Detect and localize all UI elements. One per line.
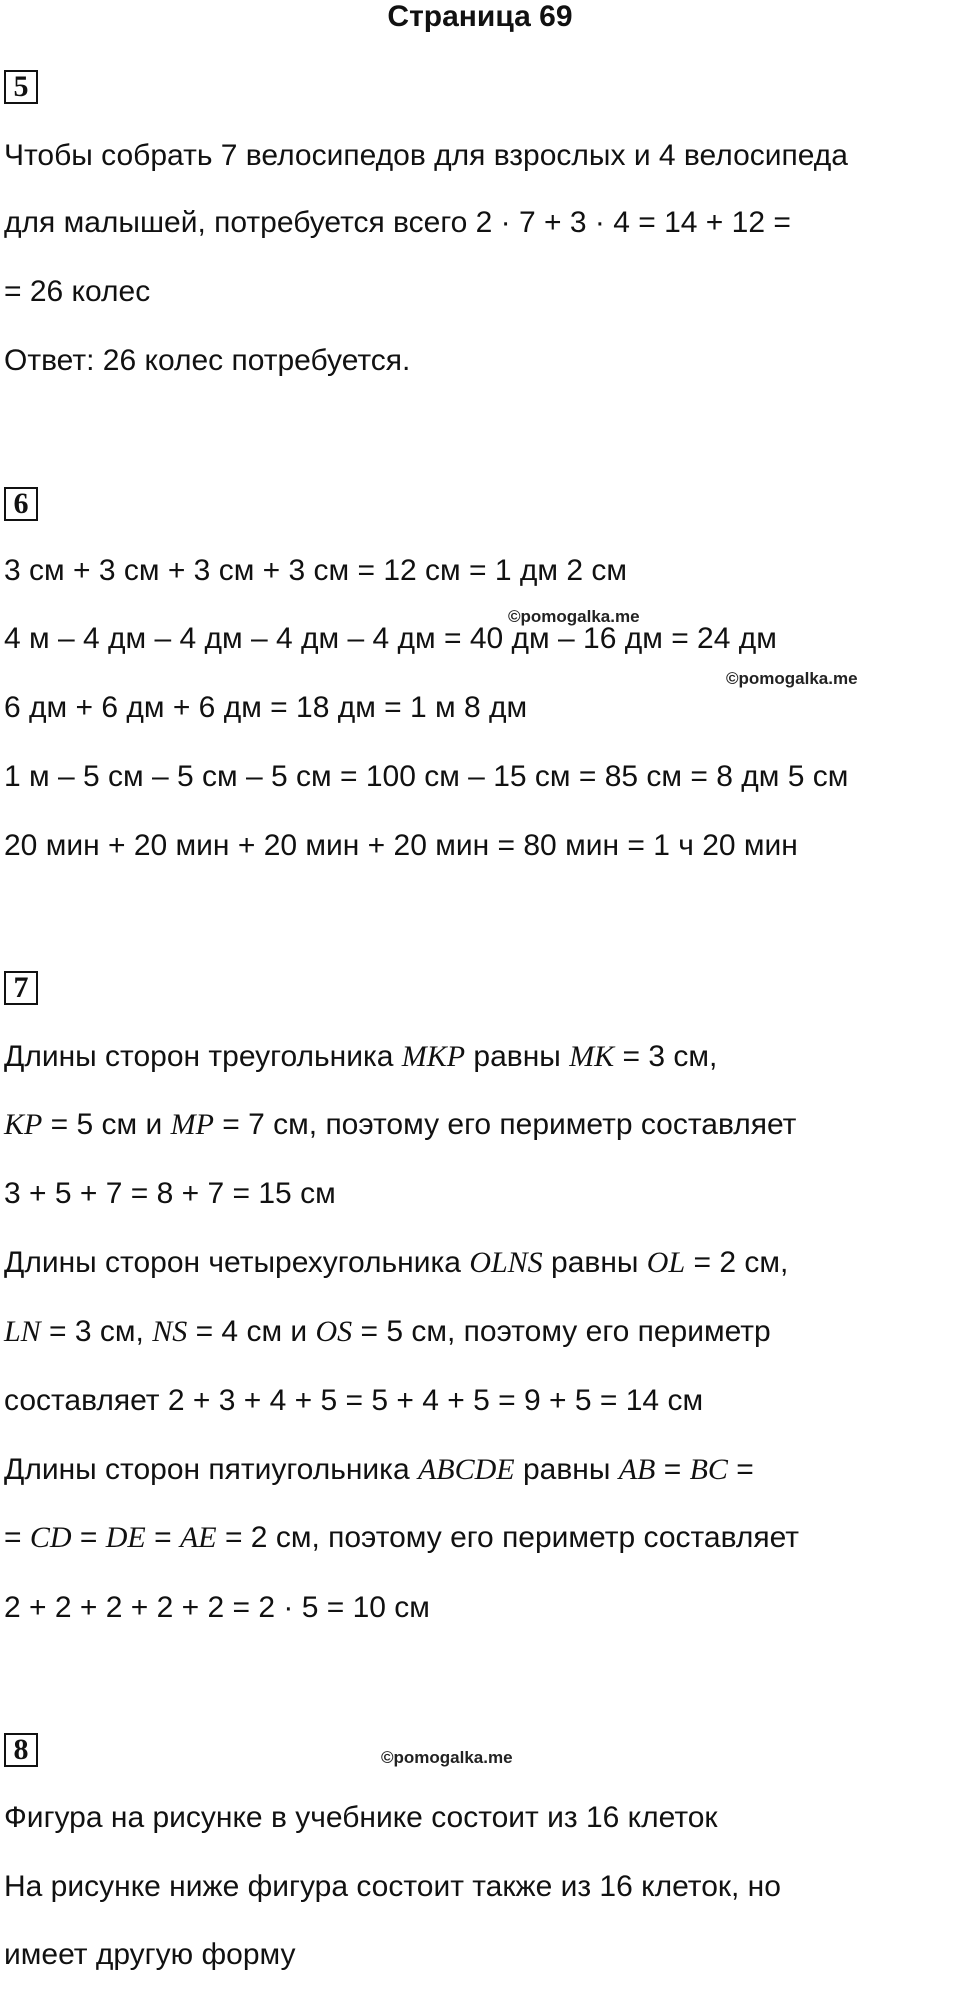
text: Длины сторон четырехугольника xyxy=(4,1246,470,1279)
task-number-5: 5 xyxy=(4,70,38,104)
math-var: MK xyxy=(569,1040,615,1073)
math-var: OS xyxy=(315,1315,353,1348)
text: = xyxy=(4,1521,30,1554)
task7-line-7 xyxy=(4,1452,754,1488)
math-var: OLNS xyxy=(469,1246,543,1279)
page-title: Страница 69 xyxy=(387,0,573,33)
task7-line-6: составляет 2 + 3 + 4 + 5 = 5 + 4 + 5 = 9 + 5 = 14 см xyxy=(4,1384,704,1417)
text: = 3 см, xyxy=(40,1315,153,1348)
task5-answer: Ответ: 26 колес потребуется. xyxy=(4,344,411,377)
watermark: ©pomogalka.me xyxy=(381,1748,513,1767)
text: = 5 см и xyxy=(42,1108,171,1141)
text: = xyxy=(71,1521,106,1554)
text: равны xyxy=(465,1040,570,1073)
math-var: NS xyxy=(152,1315,188,1348)
task7-line-2 xyxy=(4,1107,796,1143)
text: = 5 см, поэтому его периметр xyxy=(352,1315,771,1348)
task-number-7: 7 xyxy=(4,971,38,1005)
math-var: AB xyxy=(618,1453,656,1486)
task7-line-8 xyxy=(4,1520,799,1556)
text: Длины сторон пятиугольника xyxy=(4,1453,418,1486)
task5-line-3: = 26 колес xyxy=(4,275,151,308)
task6-line-1: 3 см + 3 см + 3 см + 3 см = 12 см = 1 дм 2 см xyxy=(4,554,627,587)
math-var: MKP xyxy=(401,1040,466,1073)
task6-line-4: 1 м – 5 см – 5 см – 5 см = 100 см – 15 см = 85 см = 8 дм 5 см xyxy=(4,760,849,793)
text: = 3 см, xyxy=(614,1040,718,1073)
task5-line-2: для малышей, потребуется всего 2 · 7 + 3 · 4 = 14 + 12 = xyxy=(4,206,791,239)
math-var: BC xyxy=(689,1453,728,1486)
text: равны xyxy=(514,1453,619,1486)
task8-line-1: Фигура на рисунке в учебнике состоит из 16 клеток xyxy=(4,1801,718,1834)
text: = 7 см, поэтому его периметр составляет xyxy=(213,1108,797,1141)
text: = xyxy=(145,1521,180,1554)
text: = xyxy=(655,1453,690,1486)
task5-line-1: Чтобы собрать 7 велосипедов для взрослых и 4 велосипеда xyxy=(4,139,848,172)
text: = xyxy=(727,1453,754,1486)
task6-line-3: 6 дм + 6 дм + 6 дм = 18 дм = 1 м 8 дм xyxy=(4,691,528,724)
math-var: MP xyxy=(170,1108,214,1141)
task-number-6: 6 xyxy=(4,487,38,521)
task8-line-2: На рисунке ниже фигура состоит также из 16 клеток, но xyxy=(4,1870,781,1903)
text: = 4 см и xyxy=(187,1315,316,1348)
task7-line-4 xyxy=(4,1245,788,1281)
text: = 2 см, поэтому его периметр составляет xyxy=(216,1521,800,1554)
task7-line-1 xyxy=(4,1039,717,1075)
watermark: ©pomogalka.me xyxy=(726,669,858,688)
math-var: DE xyxy=(105,1521,146,1554)
text: Длины сторон треугольника xyxy=(4,1040,402,1073)
task7-line-5 xyxy=(4,1314,771,1350)
watermark: ©pomogalka.me xyxy=(508,607,640,626)
text: равны xyxy=(542,1246,647,1279)
task8-line-3: имеет другую форму xyxy=(4,1938,296,1971)
math-var: LN xyxy=(4,1315,41,1348)
math-var: AE xyxy=(179,1521,217,1554)
math-var: OL xyxy=(646,1246,686,1279)
task7-line-9: 2 + 2 + 2 + 2 + 2 = 2 · 5 = 10 см xyxy=(4,1591,430,1624)
math-var: KP xyxy=(4,1108,43,1141)
math-var: ABCDE xyxy=(417,1453,515,1486)
task6-line-2: 4 м – 4 дм – 4 дм – 4 дм – 4 дм = 40 дм – 16 дм = 24 дм xyxy=(4,622,777,655)
math-var: CD xyxy=(29,1521,72,1554)
task6-line-5: 20 мин + 20 мин + 20 мин + 20 мин = 80 мин = 1 ч 20 мин xyxy=(4,829,798,862)
text: = 2 см, xyxy=(685,1246,789,1279)
task-number-8: 8 xyxy=(4,1733,38,1767)
task7-line-3: 3 + 5 + 7 = 8 + 7 = 15 см xyxy=(4,1177,336,1210)
